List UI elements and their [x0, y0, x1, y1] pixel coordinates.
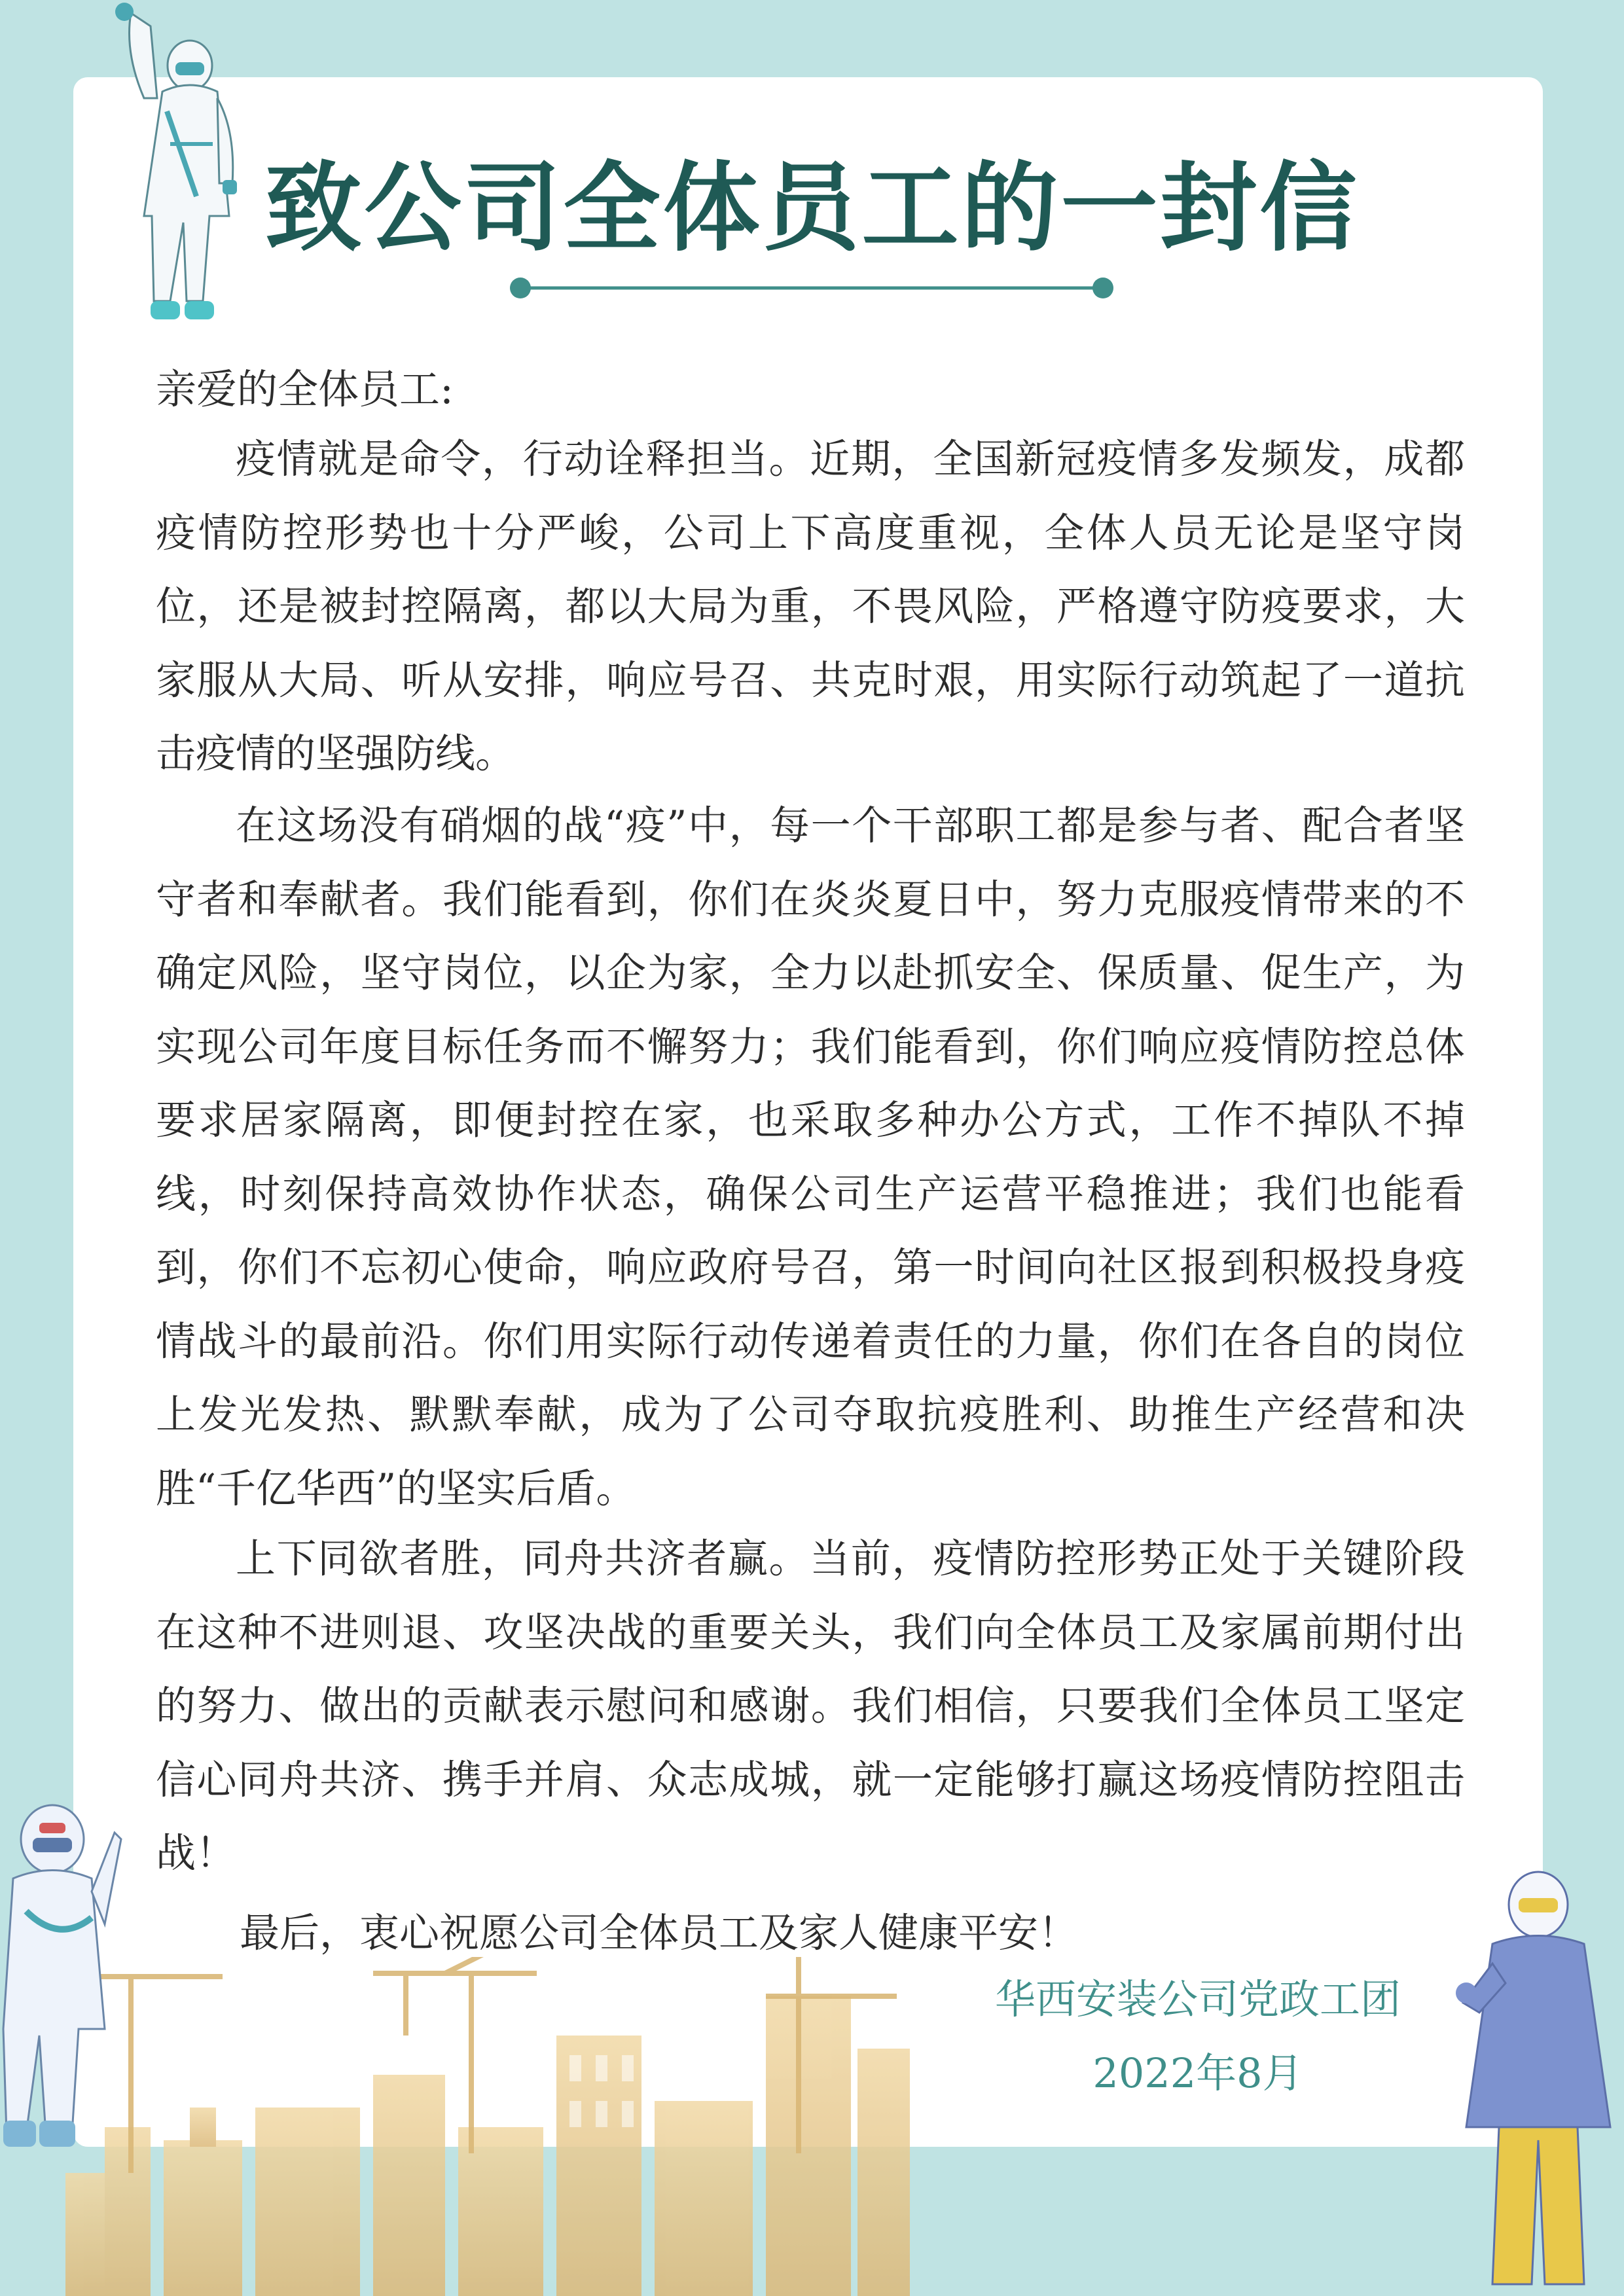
medical-worker-holding-swab-icon — [0, 1793, 124, 2173]
closing-wish: 最后，衷心祝愿公司全体员工及家人健康平安！ — [240, 1910, 1079, 1956]
salutation: 亲爱的全体员工: — [156, 365, 454, 413]
title-divider — [504, 272, 1119, 304]
paragraph-3: 上下同欲者胜，同舟共济者赢。当前，疫情防控形势正处于关键阶段在这种不进则退、攻坚决战的重要关头，我们向全体员工及家属前期付出的努力、做出的贡献表示慰问和感谢。我们相信，只要我们全体员工坚定信心同舟共济、携手并肩、众志成城，就一定能够打赢这场疫情防控阻击战！ — [156, 1535, 1465, 1876]
signature-date: 2022年8月 — [1092, 2049, 1303, 2097]
medical-worker-waving-icon — [105, 0, 255, 327]
paragraph-2: 在这场没有硝烟的战“疫”中，每一个干部职工都是参与者、配合者坚守者和奉献者。我们能看到，你们在炎炎夏日中，努力克服疫情带来的不确定风险，坚守岗位，以企为家，全力以赴抓安全、保质量、促生产，为实现公司年度目标任务而不懈努力；我们能看到，你们响应疫情防控总体要求居家隔离，即便封控在家，也采取多种办公方式，工作不掉队不掉线，时刻保持高效协作状态，确保公司生产运营平稳推进；我们也能看到，你们不忘初心使命，响应政府号召，第一时间向社区报到积极投身疫情战斗的最前沿。你们用实际行动传递着责任的力量，你们在各自的岗位上发光发热、默默奉献，成为了公司夺取抗疫胜利、助推生产经营和决胜“千亿华西”的坚实后盾。 — [156, 802, 1465, 1512]
signature: 华西安装公司党政工团 — [995, 1975, 1401, 2023]
construction-skyline-icon — [65, 1957, 929, 2296]
letter-title: 致公司全体员工的一封信 — [264, 151, 1360, 264]
paragraph-1: 疫情就是命令，行动诠释担当。近期，全国新冠疫情多发频发，成都疫情防控形势也十分严峻，公司上下高度重视，全体人员无论是坚守岗位，还是被封控隔离，都以大局为重，不畏风险，严格遵守防疫要求，大家服从大局、听从安排，响应号召、共克时艰，用实际行动筑起了一道抗击疫情的坚强防线。 — [156, 436, 1465, 777]
medical-worker-thumbs-up-icon — [1453, 1865, 1624, 2296]
